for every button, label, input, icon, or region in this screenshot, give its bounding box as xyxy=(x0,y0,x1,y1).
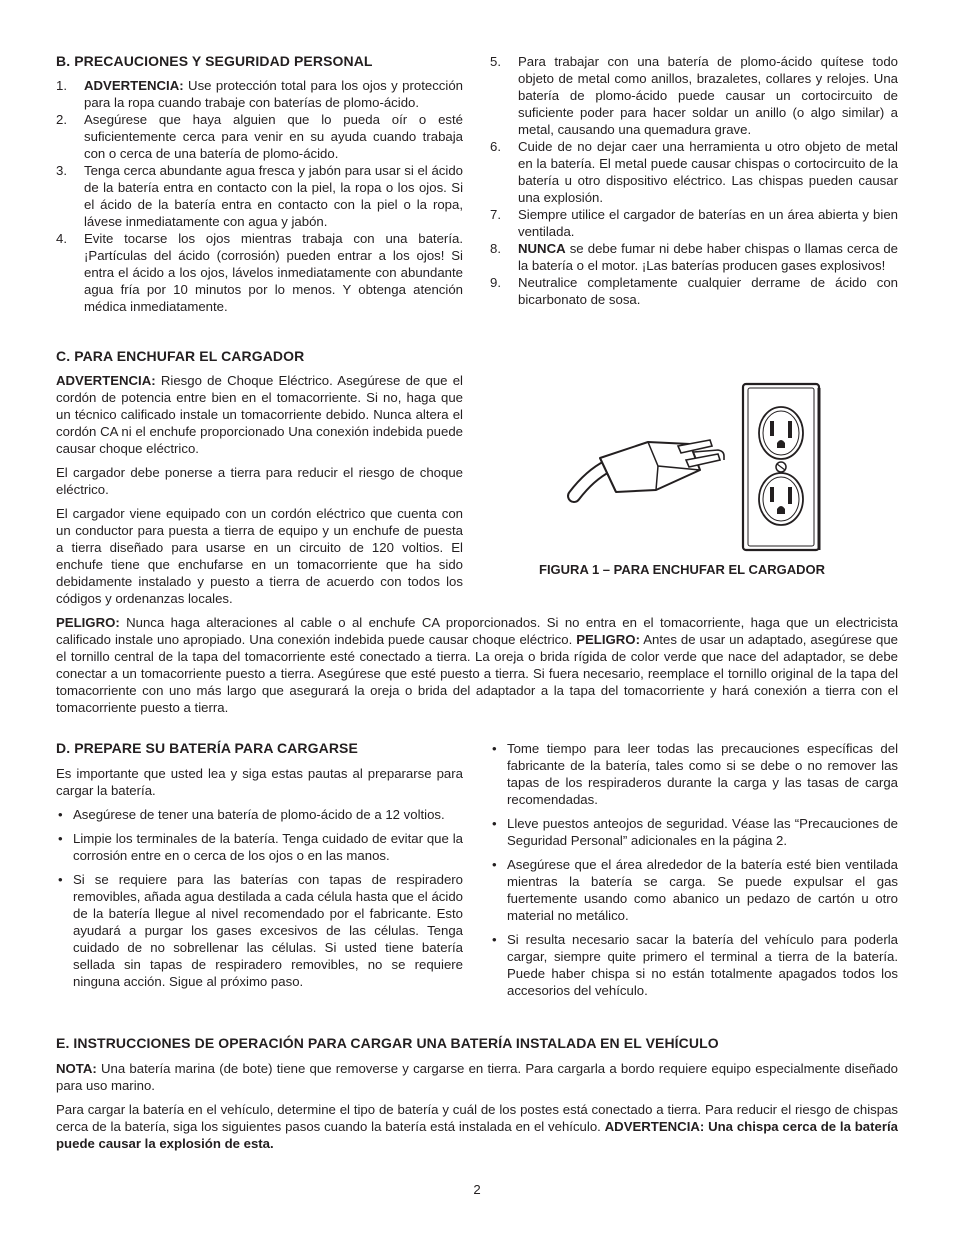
section-d-bullets-left xyxy=(56,806,463,990)
list-item: 6. Cuide de no dejar caer una herramienta u otro objeto de metal en la batería. El metal puede causar chispas o cortocircuito de la batería u otro dispositivo eléctrico. Las chispas pueden causar una explosión. xyxy=(490,139,898,205)
warning-paragraph: ADVERTENCIA: Riesgo de Choque Eléctrico. Asegúrese de que el cordón de potencia entre bien en el tomacorriente. Si no, haga que un técnico calificado instale un tomacorriente debido. Nunca altera el cordón CA ni el enchufe proporcionado Una conexión indebida puede causar choque eléctrico. xyxy=(56,373,463,456)
section-c-title: C. PARA ENCHUFAR EL CARGADOR xyxy=(56,348,305,364)
list-item: • Lleve puestos anteojos de seguridad. Véase las “Precauciones de Seguridad Personal” adicionales en la página 2. xyxy=(492,816,898,848)
note-paragraph: NOTA: Una batería marina (de bote) tiene que removerse y cargarse en tierra. Para cargarla a bordo requiere equipo especialmente diseñado para uso marino. xyxy=(56,1061,898,1093)
list-item: 2. Asegúrese que haya alguien que lo pueda oír o esté suficientemente cerca para venir en su ayuda cuando trabaja con o cerca de una batería de plomo-ácido. xyxy=(56,112,463,161)
section-b-title: B. PRECAUCIONES Y SEGURIDAD PERSONAL xyxy=(56,53,373,69)
figure-caption: FIGURA 1 – PARA ENCHUFAR EL CARGADOR xyxy=(539,562,826,577)
list-item: 5. Para trabajar con una batería de plomo-ácido quítese todo objeto de metal como anillos, brazaletes, collares y relojes. Una batería de plomo-ácido puede causar un cortocircuito de suficiente poder para hacer soldar un anillo (o algo similar) a metal, causando una quemadura grave. xyxy=(490,54,898,137)
list-item: 3. Tenga cerca abundante agua fresca y jabón para usar si el ácido de la batería entra en contacto con la piel, la ropa o los ojos. Si el ácido de la batería entra en contacto con la piel o la ropa, lávese inmediatamente con agua y jabón. xyxy=(56,163,463,229)
vehicle-charging-paragraph: Para cargar la batería en el vehículo, determine el tipo de batería y cuál de los postes está conectado a tierra. Para reducir el riesgo de chispas cerca de la batería, siga los siguientes pasos cuando la batería está instalada en el vehículo. ADVERTENCIA: Una chispa cerca de la batería puede causar la explosión de esta. xyxy=(56,1102,898,1151)
list-item: 1. ADVERTENCIA: Use protección total para los ojos y protección para la ropa cuando trabaje con baterías de plomo-ácido. xyxy=(56,78,463,110)
list-item: 7. Siempre utilice el cargador de baterías en un área abierta y bien ventilada. xyxy=(490,207,898,239)
page-number: 2 xyxy=(473,1182,481,1197)
section-b-list-left xyxy=(56,77,463,315)
section-b-list-right xyxy=(490,53,898,308)
lower-receptacle xyxy=(759,473,803,525)
list-item: 9. Neutralice completamente cualquier derrame de ácido con bicarbonato de sosa. xyxy=(490,275,898,307)
section-e-body xyxy=(56,1060,898,1152)
list-item: • Asegúrese de tener una batería de plomo-ácido de a 12 voltios. xyxy=(58,807,445,822)
section-d-left xyxy=(56,765,463,997)
section-d-intro: Es importante que usted lea y siga estas pautas al prepararse para cargar la batería. xyxy=(56,766,463,798)
section-d-title: D. PREPARE SU BATERÍA PARA CARGARSE xyxy=(56,740,358,756)
danger-paragraph: PELIGRO: Nunca haga alteraciones al cable o al enchufe CA proporcionados. Si no entra en el tomacorriente, haga que un electricista calificado instale uno apropiado. Una conexión indebida puede causar choque eléctrico. PELIGRO: Antes de usar un adaptado, asegúrese que el tornillo central de la tapa del tomacorriente esté conectado a tierra. La oreja o brida rígida de color verde que nace del adaptador, se debe conectar a un tomacorriente puesto a tierra. Asegúrese que esté puesto a tierra. Si fuera necesario, reemplace el tornillo original de la tapa del tomacorriente con uno más largo que asegurará la oreja o brida del adaptador a la tapa del tomacorriente y hará conexión a tierra con el tomacorriente puesto a tierra. xyxy=(56,615,898,715)
list-item: 4. Evite tocarse los ojos mientras trabaja con una batería. ¡Partículas del ácido (corrosión) pueden entrar a los ojos! Si entra el ácido a los ojos, lávelos inmediatamente con abundante agua fría por 10 minutos por lo menos. Y obtenga atención médica inmediatamente. xyxy=(56,231,463,314)
section-c-body xyxy=(56,372,463,607)
ground-paragraph: El cargador debe ponerse a tierra para reducir el riesgo de choque eléctrico. xyxy=(56,465,463,497)
list-item: • Asegúrese que el área alrededor de la batería esté bien ventilada mientras la batería se carga. Se puede expulsar el gas fuertemente usando como abanico un pedazo de cartón u otro material no metálico. xyxy=(492,857,898,923)
cord-paragraph: El cargador viene equipado con un cordón eléctrico que cuenta con un conductor para puesta a tierra de equipo y un enchufe de puesta a tierra diseñado para usarse en un circuito de 120 voltios. El enchufe tiene que enchufarse en un tomacorriente que ha sido debidamente instalado y puesto a tierra de acuerdo con todos los códigos y ordenanzas locales. xyxy=(56,506,463,606)
list-item: • Si resulta necesario sacar la batería del vehículo para poderla cargar, siempre quite primero el terminal a tierra de la batería. Puede haber chispa si no están totalmente apagados todos los accesorios del vehículo. xyxy=(492,932,898,998)
list-item: • Tome tiempo para leer todas las precauciones específicas del fabricante de la batería, tales como si se debe o no remover las tapas de los respiraderos durante la carga y las tasas de carga recomendadas. xyxy=(492,741,898,807)
section-d-bullets-right xyxy=(490,740,898,1006)
section-e-title: E. INSTRUCCIONES DE OPERACIÓN PARA CARGAR UNA BATERÍA INSTALADA EN EL VEHÍCULO xyxy=(56,1035,719,1051)
list-item: • Si se requiere para las baterías con tapas de respiradero removibles, añada agua destilada a cada célula hasta que el ácido de la batería llegue al nivel recomendado por el fabricante. Esto ayudará a purgar los gases excesivos de las células. Tenga cuidado de no sobrellenar las células. Si usted tiene batería sellada sin tapas de respiradero removibles, no se requiere ninguna acción. Sigue al próximo paso. xyxy=(58,872,463,989)
list-item: 8. NUNCA se debe fumar ni debe haber chispas o llamas cerca de la batería o el motor. ¡Las baterías producen gases explosivos! xyxy=(490,241,898,273)
plug-and-outlet-illustration xyxy=(560,380,830,555)
list-item: • Limpie los terminales de la batería. Tenga cuidado de evitar que la corrosión entre en o cerca de los ojos o en las manos. xyxy=(58,831,463,863)
upper-receptacle xyxy=(759,407,803,459)
